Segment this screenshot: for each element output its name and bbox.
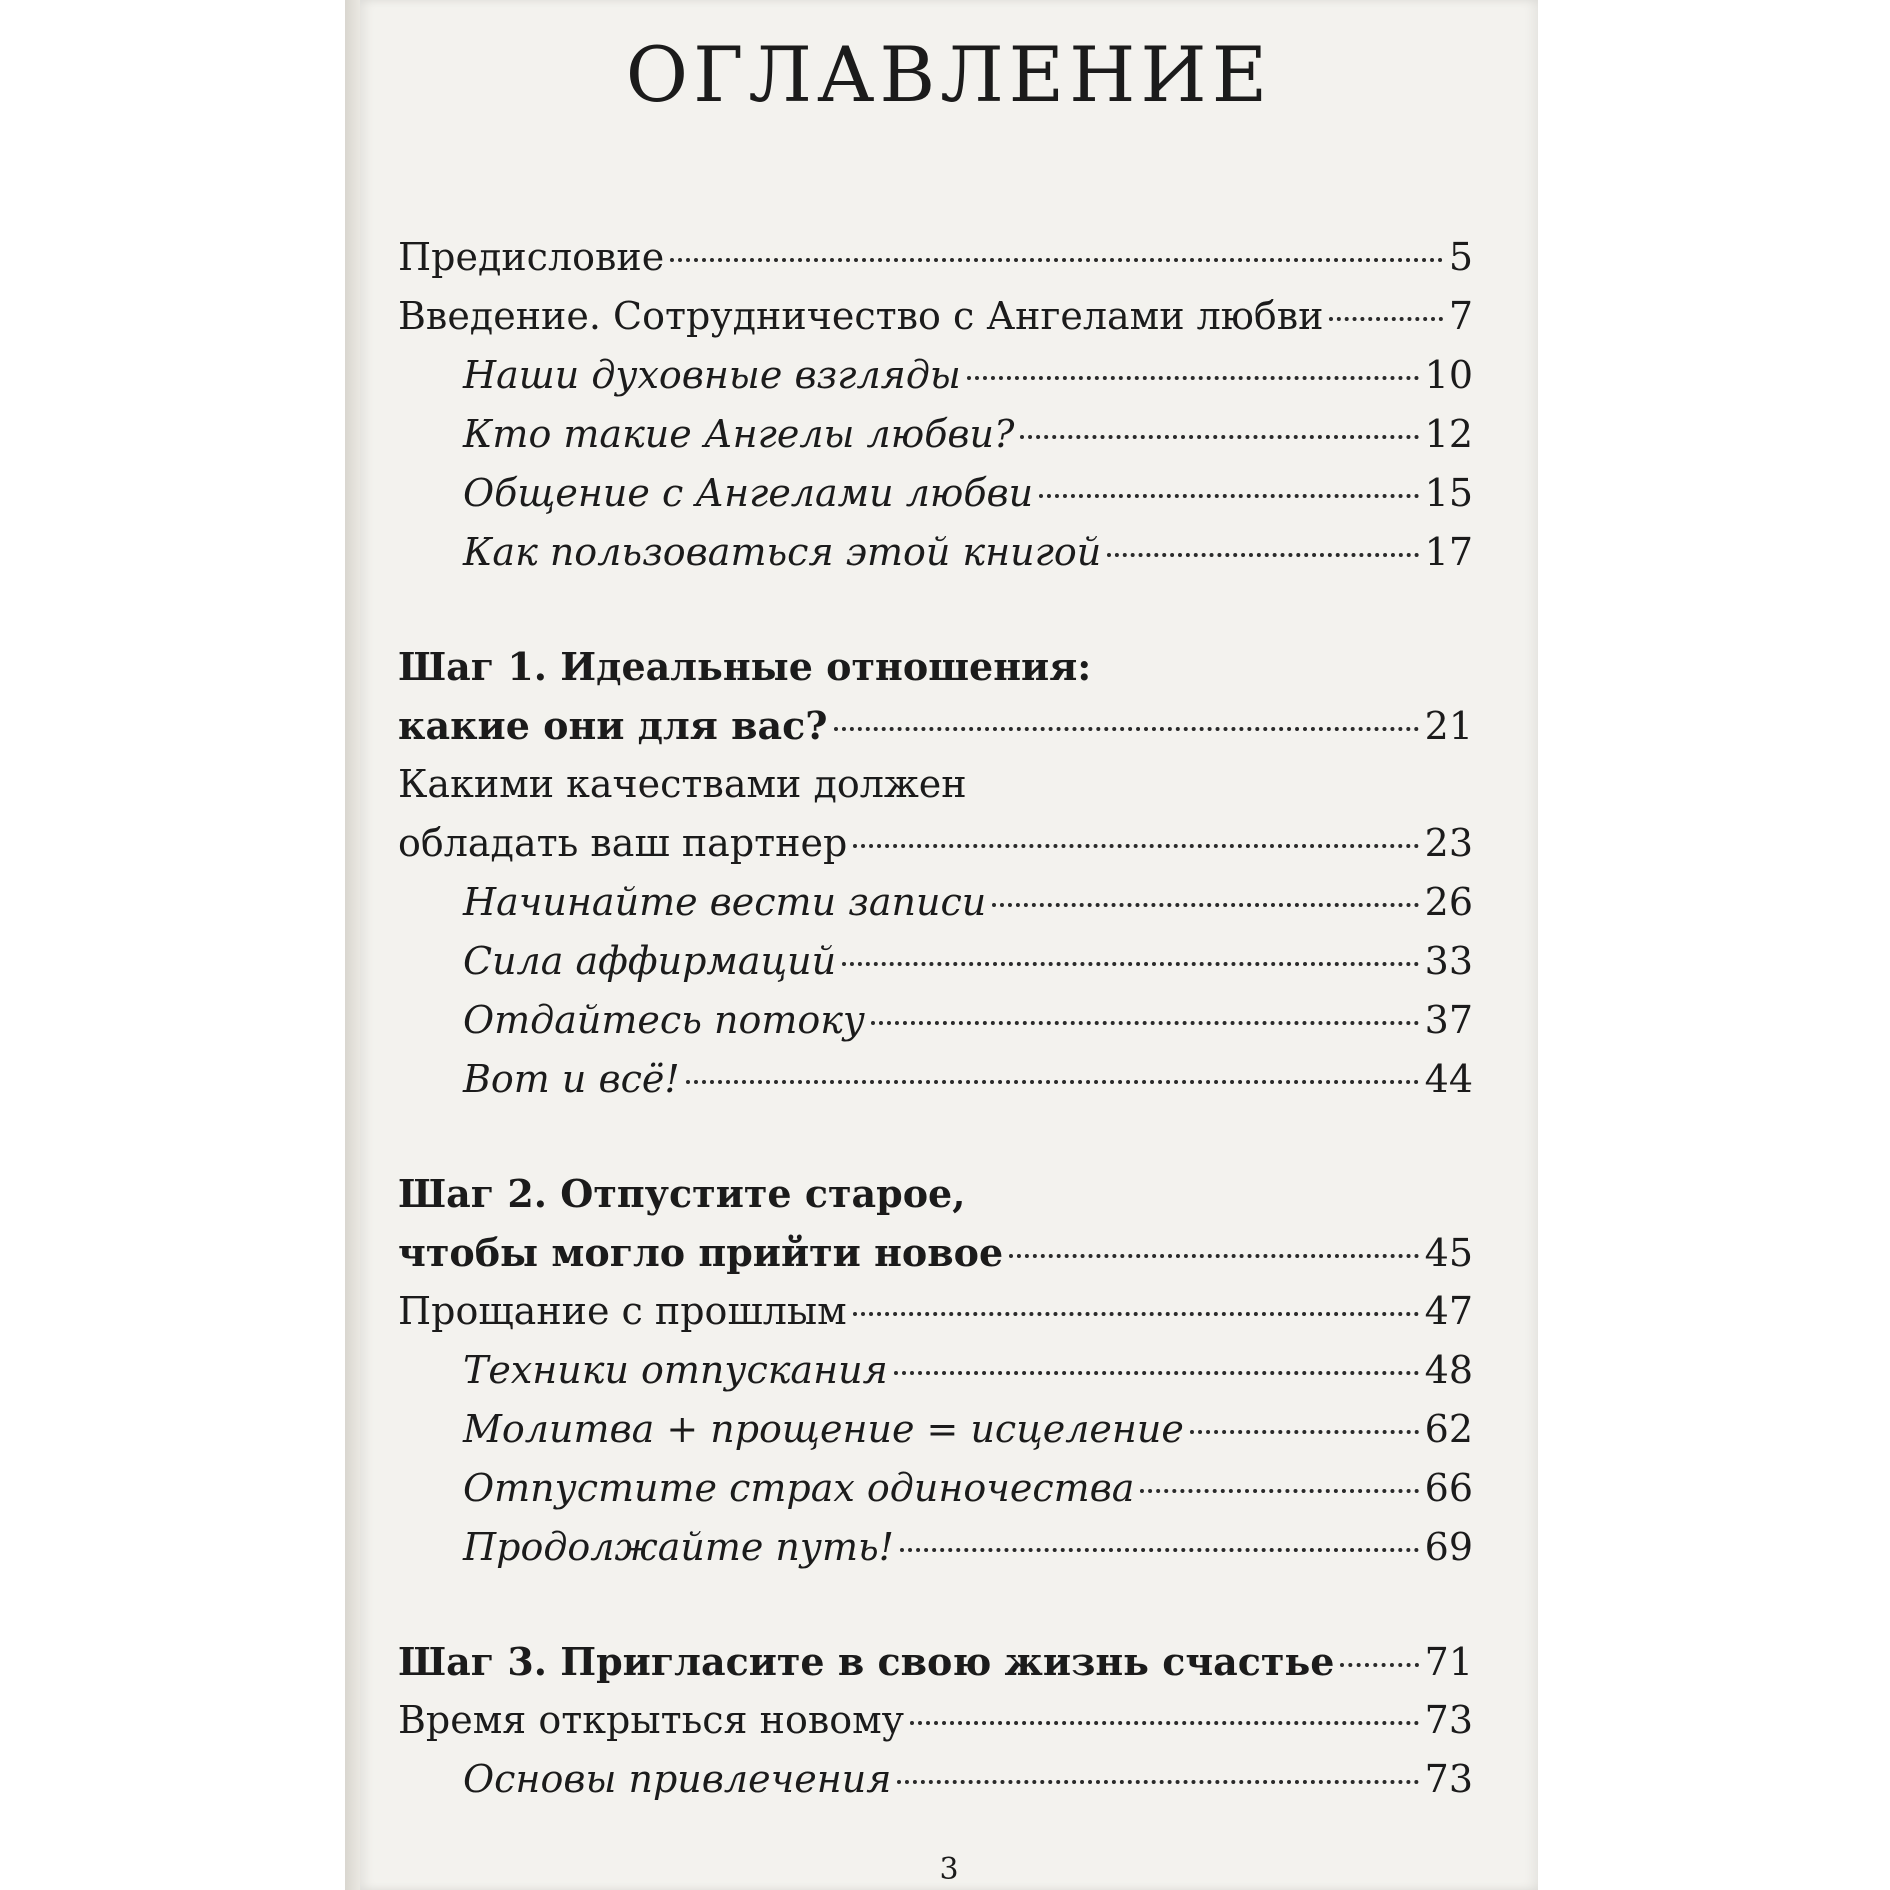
toc-entry-page: 10	[1424, 353, 1473, 397]
toc-entry-title: Общение с Ангелами любви	[463, 471, 1034, 515]
toc-entry-title: чтобы могло прийти новое	[398, 1230, 1004, 1275]
dot-leader	[853, 1312, 1419, 1316]
toc-subentry	[398, 523, 1473, 582]
toc-entry-title: Сила аффирмаций	[463, 939, 837, 983]
toc-subentry	[398, 991, 1473, 1050]
toc-entry-title: Основы привлечения	[463, 1757, 892, 1801]
toc-subentry	[398, 405, 1473, 464]
toc-subentry	[398, 346, 1473, 405]
dot-leader	[1340, 1663, 1418, 1667]
toc-entry-page: 23	[1424, 821, 1473, 865]
dot-leader	[834, 727, 1419, 731]
toc-entry-title: Введение. Сотрудничество с Ангелами любви	[398, 294, 1324, 338]
toc-entry-page: 37	[1424, 998, 1473, 1042]
toc-entry-page: 33	[1424, 939, 1473, 983]
toc-entry-page: 66	[1424, 1466, 1473, 1510]
toc-subentry	[398, 873, 1473, 932]
dot-leader	[1329, 317, 1442, 321]
toc-entry-title: Начинайте вести записи	[463, 880, 987, 924]
page-title: ОГЛАВЛЕНИЕ	[625, 30, 1273, 119]
toc-entry-page: 48	[1424, 1348, 1473, 1392]
toc-entry-page: 71	[1424, 1640, 1473, 1684]
toc-entry-step2-section	[398, 1282, 1473, 1341]
toc-step2-title-line1: Шаг 2. Отпустите старое,	[398, 1171, 966, 1216]
toc-entry-title: обладать ваш партнер	[398, 821, 848, 865]
toc-entry-title: Кто такие Ангелы любви?	[463, 412, 1015, 456]
toc-entry-page: 7	[1448, 294, 1473, 338]
toc-entry-page: 45	[1424, 1231, 1473, 1275]
dot-leader	[1107, 553, 1418, 557]
toc-step1-title-line1: Шаг 1. Идеальные отношения:	[398, 644, 1092, 689]
toc-subentry	[398, 1459, 1473, 1518]
toc-entry-page: 15	[1424, 471, 1473, 515]
toc-entry-intro	[398, 287, 1473, 346]
dot-leader	[853, 844, 1418, 848]
toc-entry-title: Время открыться новому	[398, 1698, 905, 1742]
toc-entry-page: 26	[1424, 880, 1473, 924]
dot-leader	[1020, 435, 1418, 439]
toc-subentry	[398, 1400, 1473, 1459]
book-spine	[345, 0, 361, 1890]
toc-entry-page: 47	[1424, 1289, 1473, 1333]
toc-entry-page: 21	[1424, 704, 1473, 748]
toc-entry-step2	[398, 1223, 1473, 1282]
toc-entry-title: Предисловие	[398, 235, 665, 279]
book-page	[360, 0, 1538, 1890]
toc-entry-page: 73	[1424, 1757, 1473, 1801]
toc-entry-title: Продолжайте путь!	[463, 1525, 894, 1569]
dot-leader	[992, 903, 1418, 907]
toc-entry-title: Отпустите страх одиночества	[463, 1466, 1135, 1510]
table-of-contents	[398, 228, 1473, 1809]
toc-subentry	[398, 1518, 1473, 1577]
dot-leader	[842, 962, 1419, 966]
dot-leader	[1009, 1254, 1418, 1258]
toc-entry-title: Вот и всё!	[463, 1057, 680, 1101]
toc-entry-page: 44	[1424, 1057, 1473, 1101]
dot-leader	[1190, 1430, 1419, 1434]
toc-entry-title: Техники отпускания	[463, 1348, 888, 1392]
dot-leader	[894, 1371, 1419, 1375]
toc-section-title-line1: Какими качествами должен	[398, 762, 967, 806]
toc-subentry	[398, 1750, 1473, 1809]
dot-leader	[1140, 1489, 1418, 1493]
toc-entry-title: Наши духовные взгляды	[463, 353, 961, 397]
toc-subentry	[398, 1050, 1473, 1109]
toc-subentry	[398, 1341, 1473, 1400]
toc-entry-page: 5	[1448, 235, 1473, 279]
toc-entry-title: Шаг 3. Пригласите в свою жизнь счастье	[398, 1639, 1335, 1684]
toc-entry-step3-section	[398, 1691, 1473, 1750]
toc-entry-step1	[398, 696, 1473, 755]
toc-entry-page: 12	[1424, 412, 1473, 456]
toc-entry-step1-section	[398, 814, 1473, 873]
toc-entry-title: Прощание с прошлым	[398, 1289, 847, 1333]
dot-leader	[1039, 494, 1418, 498]
toc-entry-page: 17	[1424, 530, 1473, 574]
dot-leader	[900, 1548, 1419, 1552]
toc-entry-title: Отдайтесь потоку	[463, 998, 865, 1042]
dot-leader	[670, 258, 1443, 262]
dot-leader	[897, 1780, 1418, 1784]
toc-entry-step3	[398, 1632, 1473, 1691]
toc-entry-preface	[398, 228, 1473, 287]
toc-entry-page: 62	[1424, 1407, 1473, 1451]
dot-leader	[686, 1080, 1419, 1084]
dot-leader	[871, 1021, 1419, 1025]
toc-subentry	[398, 932, 1473, 991]
toc-entry-title: какие они для вас?	[398, 703, 828, 748]
dot-leader	[910, 1721, 1419, 1725]
toc-entry-title: Как пользоваться этой книгой	[463, 530, 1102, 574]
page-number: 3	[939, 1852, 959, 1887]
toc-entry-page: 69	[1424, 1525, 1473, 1569]
toc-entry-title: Молитва + прощение = исцеление	[463, 1407, 1184, 1451]
toc-subentry	[398, 464, 1473, 523]
toc-entry-page: 73	[1424, 1698, 1473, 1742]
dot-leader	[967, 376, 1419, 380]
